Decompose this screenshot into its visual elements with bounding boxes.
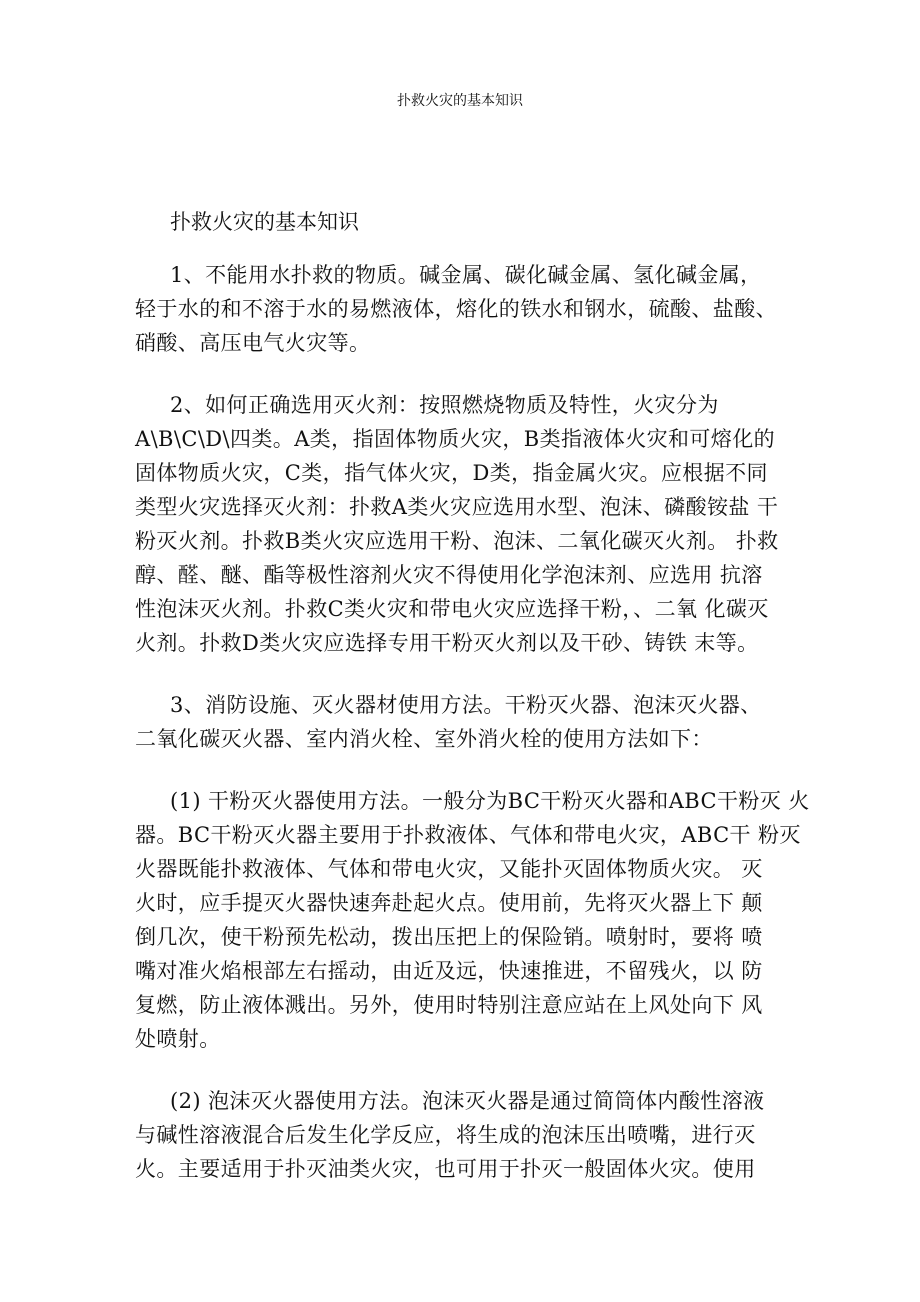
text-line: 粉灭火剂。扑救B类火灾应选用干粉、泡沫、二氧化碳灭火剂。 扑救 [135, 529, 779, 553]
text-line: (1) 干粉灭火器使用方法。一般分为BC干粉灭火器和ABC干粉灭 火 [170, 789, 810, 813]
text-line: 器。BC干粉灭火器主要用于扑救液体、气体和带电火灾，ABC干 粉灭 [135, 823, 801, 847]
page-header: 扑救火灾的基本知识 [397, 93, 523, 109]
paragraph [135, 784, 815, 1056]
text-line: 火器既能扑救液体、气体和带电火灾，又能扑灭固体物质火灾。 灭 [135, 857, 763, 881]
paragraph [135, 1084, 815, 1186]
text-line: A\B\C\D\四类。A类，指固体物质火灾，B类指液体火灾和可熔化的 [135, 427, 775, 451]
text-line: 醇、醛、醚、酯等极性溶剂火灾不得使用化学泡沫剂、应选用 抗溶 [135, 563, 763, 587]
text-line: (2) 泡沫灭火器使用方法。泡沫灭火器是通过简筒体内酸性溶液 [170, 1089, 765, 1113]
document-title: 扑救火灾的基本知识 [170, 210, 359, 234]
text-line: 复燃，防止液体溅出。另外，使用时特别注意应站在上风处向下 风 [135, 993, 763, 1017]
text-line: 处喷射。 [135, 1027, 221, 1051]
text-line: 嘴对准火焰根部左右摇动，由近及远，快速推进，不留残火，以 防 [135, 959, 763, 983]
text-line: 倒几次，使干粉预先松动，拨出压把上的保险销。喷射时，要将 喷 [135, 925, 763, 949]
text-line: 火。主要适用于扑灭油类火灾，也可用于扑灭一般固体火灾。使用 [135, 1157, 756, 1181]
text-line: 二氧化碳灭火器、室内消火栓、室外消火栓的使用方法如下： [135, 727, 713, 751]
text-line: 轻于水的和不溶于水的易燃液体，熔化的铁水和钢水，硫酸、盐酸、 [135, 297, 777, 321]
paragraph [135, 688, 815, 756]
paragraph [135, 388, 815, 660]
text-line: 类型火灾选择灭火剂：扑救A类火灾应选用水型、泡沫、磷酸铵盐 干 [135, 495, 779, 519]
text-line: 与碱性溶液混合后发生化学反应，将生成的泡沫压出喷嘴，进行灭 [135, 1123, 756, 1147]
text-line: 硝酸、高压电气火灾等。 [135, 331, 371, 355]
paragraph [135, 258, 815, 360]
text-line: 1、不能用水扑救的物质。碱金属、碳化碱金属、氢化碱金属， [170, 263, 762, 287]
text-line: 火时，应手提灭火器快速奔赴起火点。使用前，先将灭火器上下 颠 [135, 891, 763, 915]
text-line: 2、如何正确选用灭火剂：按照燃烧物质及特性，火灾分为 [170, 393, 719, 417]
text-line: 固体物质火灾，C类，指气体火灾，D类，指金属火灾。应根据不同 [135, 461, 768, 485]
text-line: 3、消防设施、灭火器材使用方法。干粉灭火器、泡沫灭火器、 [170, 693, 762, 717]
text-line: 性泡沫灭火剂。扑救C类火灾和带电火灾应选择干粉，、二氧 化碳灭 [135, 597, 769, 621]
text-line: 火剂。扑救D类火灾应选择专用干粉灭火剂以及干砂、铸铁 末等。 [135, 631, 759, 655]
document-body [135, 258, 815, 1214]
